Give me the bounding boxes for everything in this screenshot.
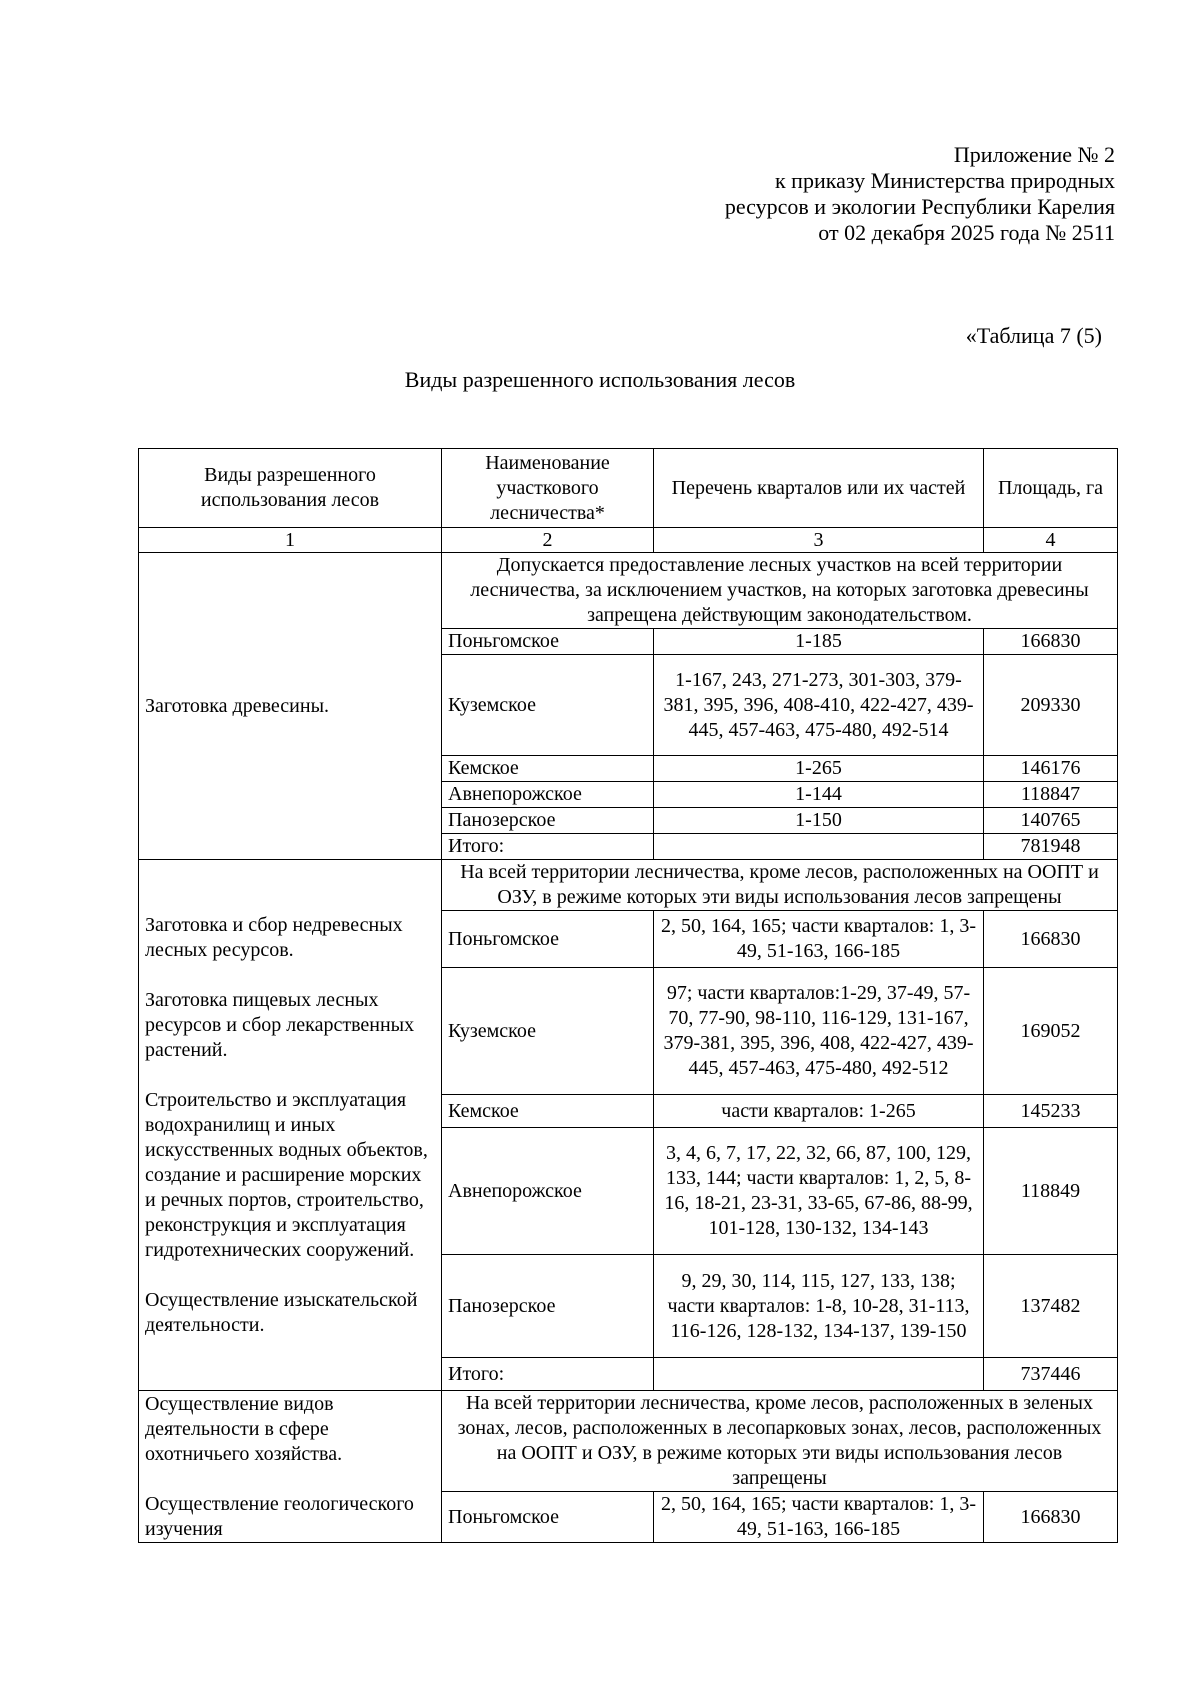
- area-value: 118847: [984, 782, 1118, 808]
- column-header-forestry: Наименование участкового лесничества*: [442, 449, 654, 528]
- forestry-name: Панозерское: [442, 1255, 654, 1358]
- table-label: «Таблица 7 (5): [965, 323, 1102, 348]
- column-number-row: [139, 528, 1118, 553]
- empty-cell: [654, 1358, 984, 1391]
- ministry-name: ресурсов и экологии Республики Карелия: [724, 194, 1115, 219]
- area-value: 209330: [984, 655, 1118, 756]
- forestry-name: Поньгомское: [442, 911, 654, 968]
- column-header-kind: Виды разрешенного использования лесов: [139, 449, 442, 528]
- use-kind: Заготовка пищевых лесных ресурсов и сбор лекарственных растений.: [145, 988, 415, 1061]
- column-header-area: Площадь, га: [984, 449, 1118, 528]
- appendix-header: [725, 142, 1115, 246]
- column-header-quarters: Перечень кварталов или их частей: [654, 449, 984, 528]
- table-row: [139, 1391, 1118, 1492]
- table-row: [139, 553, 1118, 629]
- use-kind: Заготовка древесины.: [145, 694, 330, 717]
- use-kind: Осуществление геологического изучения: [145, 1492, 414, 1540]
- area-value: 140765: [984, 808, 1118, 834]
- quarters-list: 97; части кварталов:1-29, 37-49, 57-70, 77-90, 98-110, 116-129, 131-167, 379-381, 395, 396, 408, 422-427, 439-445, 457-463, 475-480, 492-512: [654, 968, 984, 1095]
- section-note: Допускается предоставление лесных участков на всей территории лесничества, за исключением участков, на которых заготовка древесины запрещена действующим законодательством.: [442, 553, 1118, 629]
- forest-use-table: [138, 448, 1118, 1543]
- forestry-name: Поньгомское: [442, 1492, 654, 1543]
- quarters-list: 2, 50, 164, 165; части кварталов: 1, 3-49, 51-163, 166-185: [654, 911, 984, 968]
- column-number: 4: [984, 528, 1118, 553]
- total-label: Итого:: [442, 1358, 654, 1391]
- total-area: 781948: [984, 834, 1118, 860]
- column-number: 1: [139, 528, 442, 553]
- area-value: 166830: [984, 1492, 1118, 1543]
- table-row: [139, 860, 1118, 911]
- area-value: 146176: [984, 756, 1118, 782]
- quarters-list: 1-144: [654, 782, 984, 808]
- order-date: от 02 декабря 2025 года № 2511: [818, 220, 1115, 245]
- forestry-name: Авнепорожское: [442, 782, 654, 808]
- document-title: Виды разрешенного использования лесов: [404, 367, 796, 392]
- forestry-name: Кемское: [442, 1095, 654, 1128]
- use-kind: Заготовка и сбор недревесных лесных ресурсов.: [145, 913, 403, 961]
- column-number: 2: [442, 528, 654, 553]
- quarters-list: 1-167, 243, 271-273, 301-303, 379-381, 395, 396, 408-410, 422-427, 439-445, 457-463, 475-480, 492-514: [654, 655, 984, 756]
- forestry-name: Панозерское: [442, 808, 654, 834]
- empty-cell: [654, 834, 984, 860]
- area-value: 118849: [984, 1128, 1118, 1255]
- table-header-row: [139, 449, 1118, 528]
- area-value: 166830: [984, 629, 1118, 655]
- quarters-list: 1-150: [654, 808, 984, 834]
- total-label: Итого:: [442, 834, 654, 860]
- section-note: На всей территории лесничества, кроме лесов, расположенных на ООПТ и ОЗУ, в режиме которых эти виды использования лесов запрещены: [442, 860, 1118, 911]
- use-kind: Осуществление видов деятельности в сфере охотничьего хозяйства.: [145, 1392, 343, 1465]
- quarters-list: 2, 50, 164, 165; части кварталов: 1, 3-49, 51-163, 166-185: [654, 1492, 984, 1543]
- area-value: 166830: [984, 911, 1118, 968]
- area-value: 169052: [984, 968, 1118, 1095]
- forestry-name: Куземское: [442, 655, 654, 756]
- use-kind: Строительство и эксплуатация водохранилищ и иных искусственных водных объектов, создание и расширение морских и речных портов, строительство, реконструкция и эксплуатация гидротехнических сооружений.: [145, 1088, 428, 1261]
- appendix-number: Приложение № 2: [953, 142, 1115, 167]
- use-kind-cell: [139, 1391, 442, 1543]
- use-kind: Осуществление изыскательской деятельности.: [145, 1288, 418, 1336]
- quarters-list: 1-185: [654, 629, 984, 655]
- use-kind-cell: [139, 860, 442, 1391]
- quarters-list: части кварталов: 1-265: [654, 1095, 984, 1128]
- quarters-list: 1-265: [654, 756, 984, 782]
- order-reference: к приказу Министерства природных: [774, 168, 1115, 193]
- forestry-name: Поньгомское: [442, 629, 654, 655]
- column-number: 3: [654, 528, 984, 553]
- quarters-list: 9, 29, 30, 114, 115, 127, 133, 138; части кварталов: 1-8, 10-28, 31-113, 116-126, 128-132, 134-137, 139-150: [654, 1255, 984, 1358]
- forestry-name: Авнепорожское: [442, 1128, 654, 1255]
- area-value: 137482: [984, 1255, 1118, 1358]
- area-value: 145233: [984, 1095, 1118, 1128]
- quarters-list: 3, 4, 6, 7, 17, 22, 32, 66, 87, 100, 129, 133, 144; части кварталов: 1, 2, 5, 8-16, 18-21, 23-31, 33-65, 67-86, 88-99, 101-128, 130-132, 134-143: [654, 1128, 984, 1255]
- total-area: 737446: [984, 1358, 1118, 1391]
- section-note: На всей территории лесничества, кроме лесов, расположенных в зеленых зонах, лесов, расположенных в лесопарковых зонах, лесов, расположенных на ООПТ и ОЗУ, в режиме которых эти виды использования лесов запрещены: [442, 1391, 1118, 1492]
- forestry-name: Куземское: [442, 968, 654, 1095]
- use-kind-cell: [139, 553, 442, 860]
- forestry-name: Кемское: [442, 756, 654, 782]
